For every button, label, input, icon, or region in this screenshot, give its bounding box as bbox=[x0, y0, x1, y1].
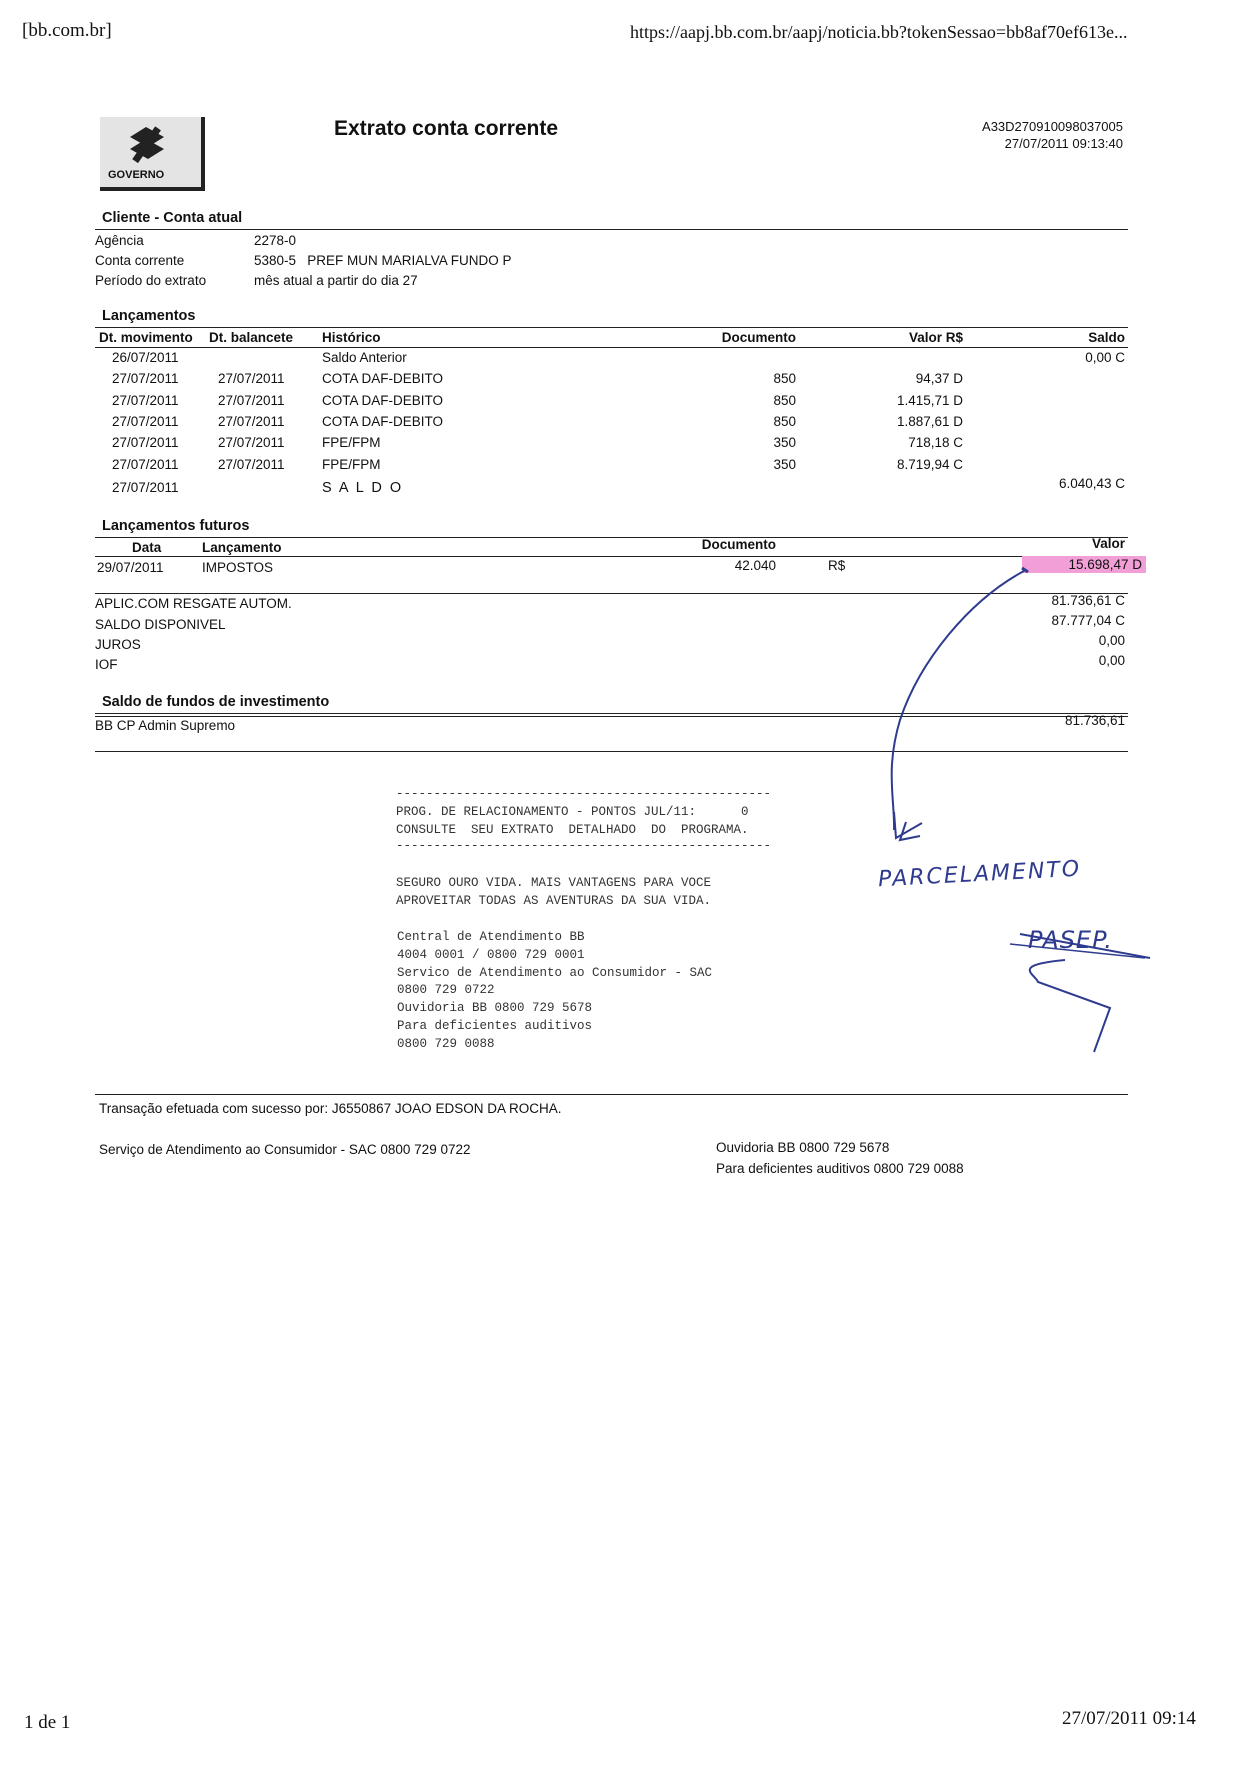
cell-dt-balancete: 27/07/2011 bbox=[218, 393, 285, 408]
pagination: 1 de 1 bbox=[24, 1712, 71, 1733]
resumo-value: 0,00 bbox=[1098, 633, 1125, 648]
cell-dt-balancete: 27/07/2011 bbox=[218, 414, 285, 429]
prog-line-1: PROG. DE RELACIONAMENTO - PONTOS JUL/11: 0 bbox=[396, 805, 749, 819]
divider bbox=[95, 229, 1128, 230]
fut-data: 29/07/2011 bbox=[97, 560, 164, 575]
central-line: Ouvidoria BB 0800 729 5678 bbox=[397, 1001, 593, 1016]
fut-col-valor: Valor bbox=[1091, 536, 1125, 551]
cell-dt-balancete: 27/07/2011 bbox=[218, 371, 285, 386]
cell-documento: 350 bbox=[773, 435, 796, 450]
seguro-line-2: APROVEITAR TODAS AS AVENTURAS DA SUA VIDA. bbox=[396, 894, 712, 908]
cell-dt-movimento: 27/07/2011 bbox=[112, 457, 179, 472]
col-saldo: Saldo bbox=[1088, 330, 1125, 345]
page-title: Extrato conta corrente bbox=[334, 117, 559, 140]
ouvidoria-text: Ouvidoria BB 0800 729 5678 bbox=[716, 1140, 890, 1155]
cell-valor: 1.415,71 D bbox=[896, 393, 963, 408]
cell-documento: 350 bbox=[773, 457, 796, 472]
cell-saldo: 0,00 C bbox=[1085, 350, 1125, 365]
cell-historico: COTA DAF-DEBITO bbox=[322, 371, 444, 386]
mono-separator-2: -------------------------------------------------- bbox=[396, 839, 772, 853]
statement-code: A33D270910098037005 bbox=[982, 119, 1123, 134]
client-label-periodo: Período do extrato bbox=[95, 273, 207, 288]
col-dt-balancete: Dt. balancete bbox=[209, 330, 294, 345]
cell-dt-balancete: 27/07/2011 bbox=[218, 435, 285, 450]
mono-separator-1: -------------------------------------------------- bbox=[396, 787, 772, 801]
cell-dt-movimento: 26/07/2011 bbox=[112, 350, 179, 365]
resumo-label: SALDO DISPONIVEL bbox=[95, 617, 226, 632]
central-line: Central de Atendimento BB bbox=[397, 930, 585, 944]
cell-valor: 1.887,61 D bbox=[896, 414, 963, 429]
cell-documento: 850 bbox=[773, 371, 796, 386]
central-line: 4004 0001 / 0800 729 0001 bbox=[397, 947, 585, 962]
col-historico: Histórico bbox=[322, 330, 381, 345]
cell-dt-movimento: 27/07/2011 bbox=[112, 435, 179, 450]
fut-lancamento: IMPOSTOS bbox=[202, 560, 274, 575]
bb-logo-icon bbox=[122, 123, 172, 169]
page-url[interactable]: https://aapj.bb.com.br/aapj/noticia.bb?tokenSessao=bb8af70ef613e... bbox=[630, 22, 1128, 42]
futuros-heading: Lançamentos futuros bbox=[102, 518, 250, 534]
client-label-conta: Conta corrente bbox=[95, 253, 185, 268]
divider bbox=[95, 537, 1128, 538]
fut-col-lancamento: Lançamento bbox=[202, 540, 282, 555]
site-label: [bb.com.br] bbox=[22, 20, 112, 41]
print-datetime: 27/07/2011 09:14 bbox=[1062, 1708, 1196, 1729]
handwritten-arrow-icon bbox=[860, 560, 1160, 1080]
transacao-text: Transação efetuada com sucesso por: J6550867 JOAO EDSON DA ROCHA. bbox=[99, 1101, 562, 1116]
bank-logo bbox=[100, 117, 205, 191]
central-line: Para deficientes auditivos bbox=[397, 1019, 593, 1033]
statement-datetime: 27/07/2011 09:13:40 bbox=[1004, 136, 1123, 151]
resumo-value: 81.736,61 C bbox=[1051, 593, 1125, 608]
cell-dt-movimento: 27/07/2011 bbox=[112, 480, 179, 495]
statement-code-block bbox=[900, 118, 1123, 152]
col-documento: Documento bbox=[721, 330, 796, 345]
central-line: Servico de Atendimento ao Consumidor - SAC bbox=[397, 965, 713, 980]
resumo-label: IOF bbox=[95, 657, 118, 672]
cell-documento: 850 bbox=[773, 393, 796, 408]
col-dt-movimento: Dt. movimento bbox=[99, 330, 193, 345]
cell-historico: FPE/FPM bbox=[322, 435, 381, 450]
handwritten-note-parcelamento: PARCELAMENTO bbox=[877, 856, 1082, 893]
cell-saldo: 6.040,43 C bbox=[1058, 476, 1125, 491]
client-value-agencia: 2278-0 bbox=[254, 233, 297, 248]
cell-historico: COTA DAF-DEBITO bbox=[322, 414, 444, 429]
fundo-value: 81.736,61 bbox=[1064, 713, 1125, 728]
resumo-label: JUROS bbox=[95, 637, 141, 652]
seguro-line-1: SEGURO OURO VIDA. MAIS VANTAGENS PARA VOCE bbox=[396, 876, 712, 890]
lancamentos-heading: Lançamentos bbox=[102, 308, 196, 324]
logo-label: GOVERNO bbox=[108, 169, 165, 181]
resumo-label: APLIC.COM RESGATE AUTOM. bbox=[95, 596, 292, 611]
divider bbox=[95, 347, 1128, 348]
cell-dt-movimento: 27/07/2011 bbox=[112, 393, 179, 408]
cell-valor: 94,37 D bbox=[915, 371, 963, 386]
fut-documento: 42.040 bbox=[734, 558, 776, 573]
col-valor: Valor R$ bbox=[908, 330, 963, 345]
sac-text: Serviço de Atendimento ao Consumidor - SAC 0800 729 0722 bbox=[99, 1142, 471, 1157]
central-line: 0800 729 0088 bbox=[397, 1036, 495, 1051]
cell-historico: COTA DAF-DEBITO bbox=[322, 393, 444, 408]
handwritten-note-pasep: PASEP. bbox=[1028, 926, 1113, 954]
cell-historico: FPE/FPM bbox=[322, 457, 381, 472]
cell-dt-movimento: 27/07/2011 bbox=[112, 414, 179, 429]
cell-historico: S A L D O bbox=[322, 480, 404, 496]
resumo-value: 0,00 bbox=[1098, 653, 1125, 668]
fut-col-data: Data bbox=[132, 540, 162, 555]
cell-documento: 850 bbox=[773, 414, 796, 429]
cell-dt-balancete: 27/07/2011 bbox=[218, 457, 285, 472]
divider bbox=[95, 327, 1128, 328]
central-line: 0800 729 0722 bbox=[397, 983, 495, 998]
client-value-conta: 5380-5 PREF MUN MARIALVA FUNDO P bbox=[254, 253, 512, 268]
cell-dt-movimento: 27/07/2011 bbox=[112, 371, 179, 386]
fundo-label: BB CP Admin Supremo bbox=[95, 718, 236, 733]
client-value-periodo: mês atual a partir do dia 27 bbox=[254, 273, 418, 288]
divider bbox=[95, 556, 1128, 557]
cell-valor: 718,18 C bbox=[908, 435, 963, 450]
fut-col-documento: Documento bbox=[701, 537, 776, 552]
client-heading: Cliente - Conta atual bbox=[102, 210, 243, 226]
fut-valor-highlighted: 15.698,47 D bbox=[1022, 556, 1146, 573]
divider bbox=[95, 1094, 1128, 1095]
client-label-agencia: Agência bbox=[95, 233, 144, 248]
prog-line-2: CONSULTE SEU EXTRATO DETALHADO DO PROGRAMA. bbox=[396, 823, 749, 837]
deficientes-text: Para deficientes auditivos 0800 729 0088 bbox=[716, 1161, 964, 1176]
resumo-value: 87.777,04 C bbox=[1051, 613, 1125, 628]
fut-moeda: R$ bbox=[828, 558, 846, 573]
cell-valor: 8.719,94 C bbox=[896, 457, 963, 472]
cell-historico: Saldo Anterior bbox=[322, 350, 407, 365]
fundos-heading: Saldo de fundos de investimento bbox=[102, 694, 330, 710]
